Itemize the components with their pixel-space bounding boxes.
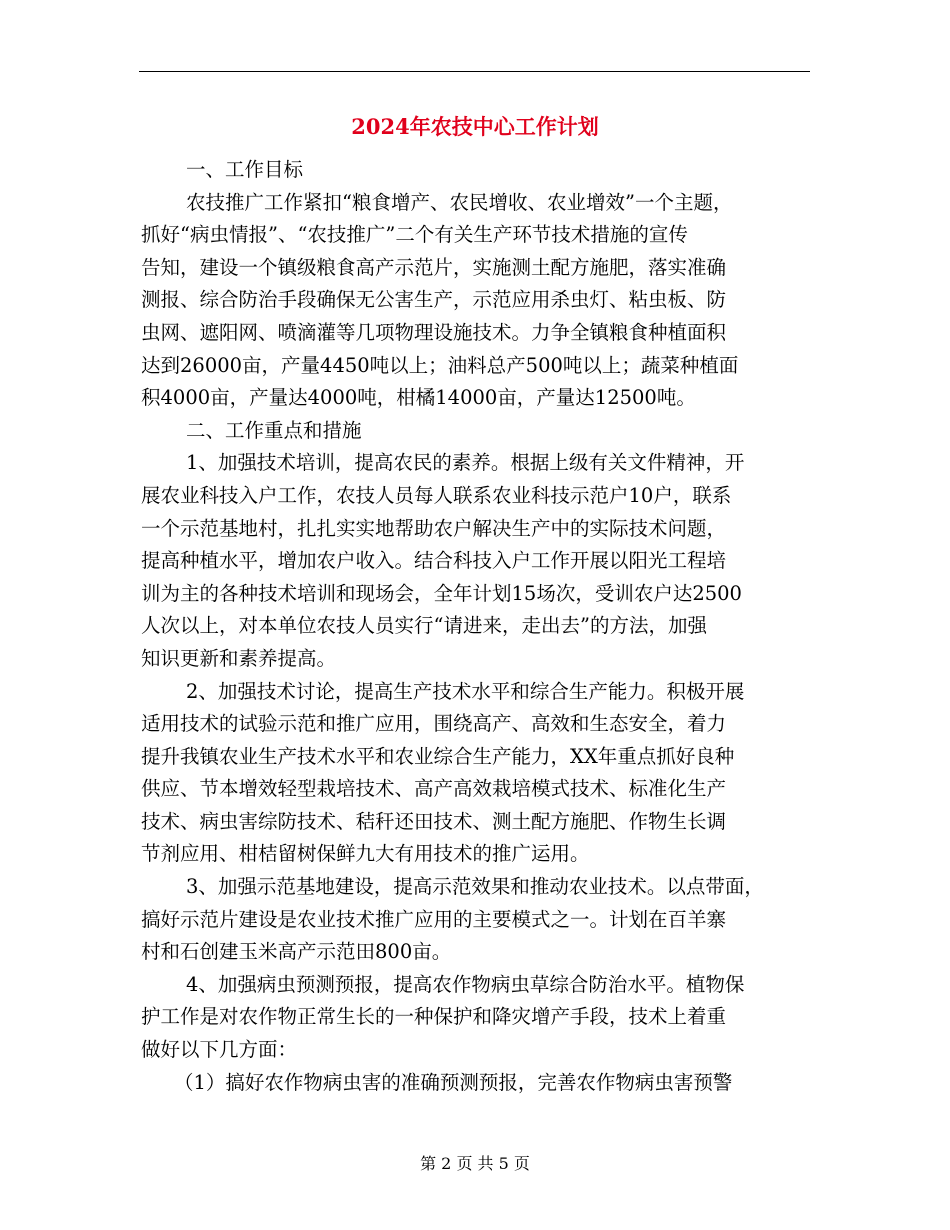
body-line: 测报、综合防治手段确保无公害生产，示范应用杀虫灯、粘虫板、防: [141, 288, 727, 312]
body-line: 虫网、遮阳网、喷滴灌等几项物理设施技术。力争全镇粮食种植面积: [141, 320, 727, 344]
body-line: （1）搞好农作物病虫害的准确预测预报，完善农作物病虫害预警: [174, 1070, 733, 1094]
body-line: 适用技术的试验示范和推广应用，围绕高产、高效和生态安全，着力: [141, 712, 727, 736]
body-line: 一个示范基地村，扎扎实实地帮助农户解决生产中的实际技术问题，: [141, 516, 727, 540]
body-line: 展农业科技入户工作，农技人员每人联系农业科技示范户10户，联系: [141, 483, 732, 507]
body-line: 1、加强技术培训，提高农民的素养。根据上级有关文件精神，开: [186, 451, 745, 475]
body-line: 节剂应用、柑桔留树保鲜九大有用技术的推广运用。: [141, 842, 590, 866]
body-line: 一、工作目标: [186, 158, 304, 181]
body-line: 农技推广工作紧扣“粮食增产、农民增收、农业增效”一个主题，: [186, 190, 733, 214]
body-line: 积4000亩，产量达4000吨，柑橘14000亩，产量达12500吨。: [141, 386, 696, 410]
body-line: 提升我镇农业生产技术水平和农业综合生产能力，XX年重点抓好良种: [141, 744, 735, 768]
body-line: 告知，建设一个镇级粮食高产示范片，实施测土配方施肥，落实准确: [141, 255, 727, 279]
body-line: 技术、病虫害综防技术、秸秆还田技术、测土配方施肥、作物生长调: [141, 809, 727, 833]
body-line: 提高种植水平，增加农户收入。结合科技入户工作开展以阳光工程培: [141, 549, 727, 573]
body-line: 抓好“病虫情报”、“农技推广”二个有关生产环节技术措施的宣传: [141, 223, 688, 247]
body-line: 达到26000亩，产量4450吨以上；油料总产500吨以上；蔬菜种植面: [141, 353, 739, 377]
body-line: 护工作是对农作物正常生长的一种保护和降灾增产手段，技术上着重: [141, 1005, 727, 1029]
page-footer: 第 2 页 共 5 页: [420, 1154, 530, 1173]
body-line: 人次以上，对本单位农技人员实行“请进来，走出去”的方法，加强: [141, 614, 707, 638]
body-line: 3、加强示范基地建设，提高示范效果和推动农业技术。以点带面，: [186, 875, 764, 899]
document-title: 2024年农技中心工作计划: [351, 114, 599, 139]
body-line: 知识更新和素养提高。: [141, 646, 337, 670]
body-line: 村和石创建玉米高产示范田800亩。: [141, 940, 452, 964]
body-line: 做好以下几方面：: [141, 1038, 298, 1062]
body-line: 搞好示范片建设是农业技术推广应用的主要模式之一。计划在百羊寨: [141, 907, 727, 931]
document-body: [141, 154, 811, 1099]
body-line: 训为主的各种技术培训和现场会，全年计划15场次，受训农户达2500: [141, 581, 742, 605]
body-line: 二、工作重点和措施: [186, 418, 362, 442]
body-line: 4、加强病虫预测预报，提高农作物病虫草综合防治水平。植物保: [186, 972, 745, 996]
body-line: 供应、节本增效轻型栽培技术、高产高效栽培模式技术、标准化生产: [141, 777, 727, 801]
body-line: 2、加强技术讨论，提高生产技术水平和综合生产能力。积极开展: [186, 679, 745, 703]
header-rule: [139, 71, 810, 72]
